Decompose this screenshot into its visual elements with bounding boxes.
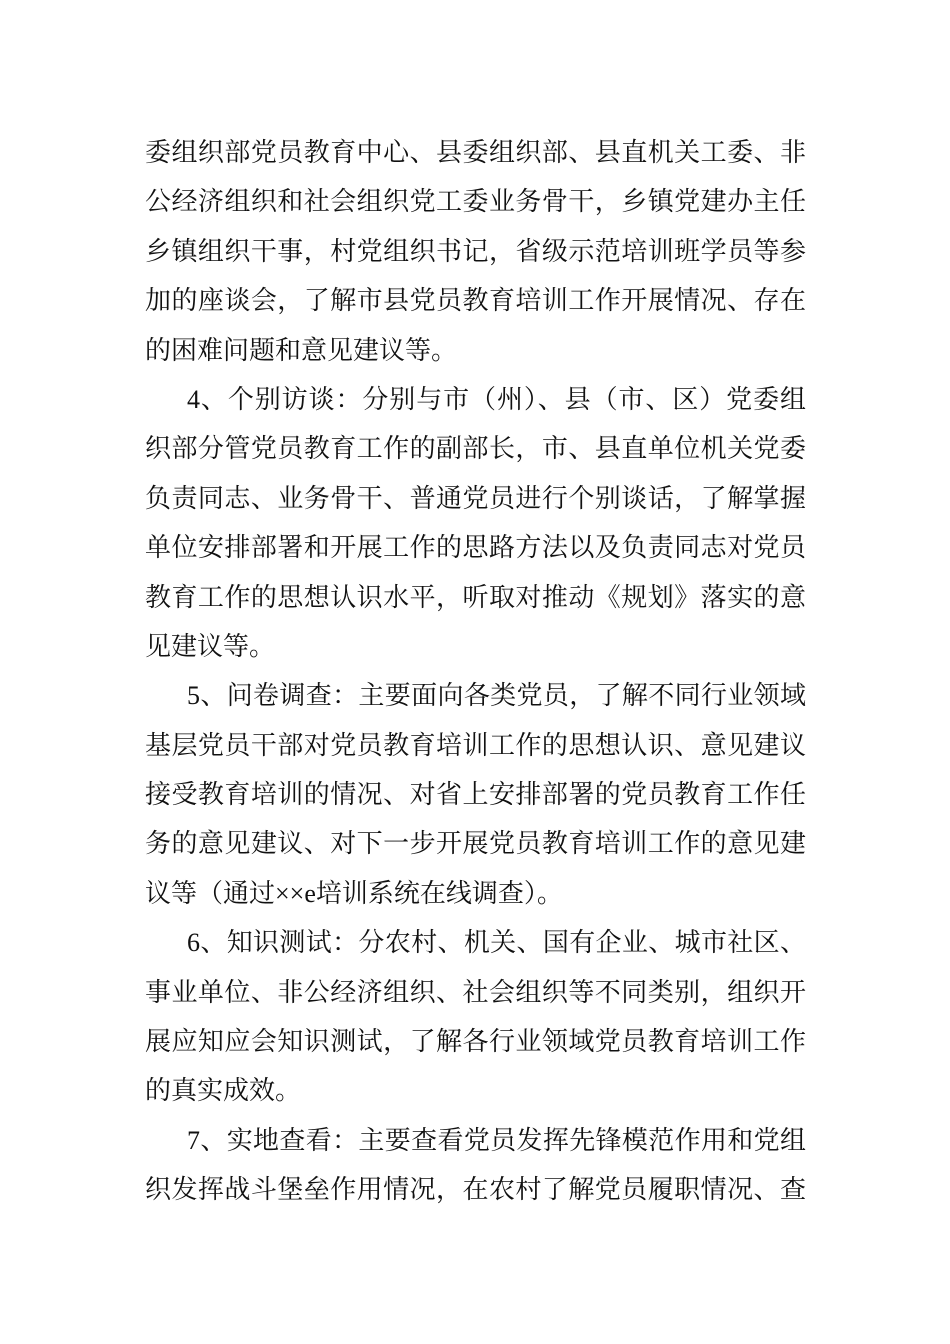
text-line: 公经济组织和社会组织党工委业务骨干，乡镇党建办主任 bbox=[145, 187, 806, 217]
paragraph-individual-interviews bbox=[145, 375, 806, 671]
text-line: 单位安排部署和开展工作的思路方法以及负责同志对党员 bbox=[145, 533, 806, 563]
text-line: 7、实地查看：主要查看党员发挥先锋模范作用和党组 bbox=[187, 1125, 806, 1155]
text-line: 见建议等。 bbox=[145, 631, 276, 661]
text-line: 事业单位、非公经济组织、社会组织等不同类别，组织开 bbox=[145, 977, 806, 1007]
paragraph-site-inspection bbox=[145, 1116, 806, 1215]
text-line: 议等（通过××e培训系统在线调查）。 bbox=[145, 878, 563, 908]
text-line: 展应知应会知识测试，了解各行业领域党员教育培训工作 bbox=[145, 1027, 806, 1057]
text-line: 务的意见建议、对下一步开展党员教育培训工作的意见建 bbox=[145, 829, 806, 859]
text-line: 基层党员干部对党员教育培训工作的思想认识、意见建议 bbox=[145, 730, 806, 760]
text-line: 6、知识测试：分农村、机关、国有企业、城市社区、 bbox=[187, 928, 806, 958]
text-line: 5、问卷调查：主要面向各类党员，了解不同行业领域 bbox=[187, 681, 806, 711]
document-page bbox=[145, 128, 806, 1215]
text-line: 接受教育培训的情况、对省上安排部署的党员教育工作任 bbox=[145, 780, 806, 810]
paragraph-questionnaire bbox=[145, 671, 806, 918]
text-line: 委组织部党员教育中心、县委组织部、县直机关工委、非 bbox=[145, 138, 806, 167]
text-line: 教育工作的思想认识水平，听取对推动《规划》落实的意 bbox=[145, 582, 806, 612]
text-line: 加的座谈会，了解市县党员教育培训工作开展情况、存在 bbox=[145, 286, 806, 316]
text-line: 乡镇组织干事，村党组织书记，省级示范培训班学员等参 bbox=[145, 236, 806, 266]
paragraph-knowledge-test bbox=[145, 918, 806, 1116]
paragraph-continuation bbox=[145, 128, 806, 375]
text-line: 4、个别访谈：分别与市（州）、县（市、区）党委组 bbox=[187, 384, 806, 414]
text-line: 的困难问题和意见建议等。 bbox=[145, 335, 458, 365]
text-line: 织发挥战斗堡垒作用情况，在农村了解党员履职情况、查 bbox=[145, 1175, 806, 1205]
text-line: 负责同志、业务骨干、普通党员进行个别谈话，了解掌握 bbox=[145, 483, 806, 513]
text-line: 的真实成效。 bbox=[145, 1076, 302, 1106]
text-line: 织部分管党员教育工作的副部长，市、县直单位机关党委 bbox=[145, 434, 806, 464]
